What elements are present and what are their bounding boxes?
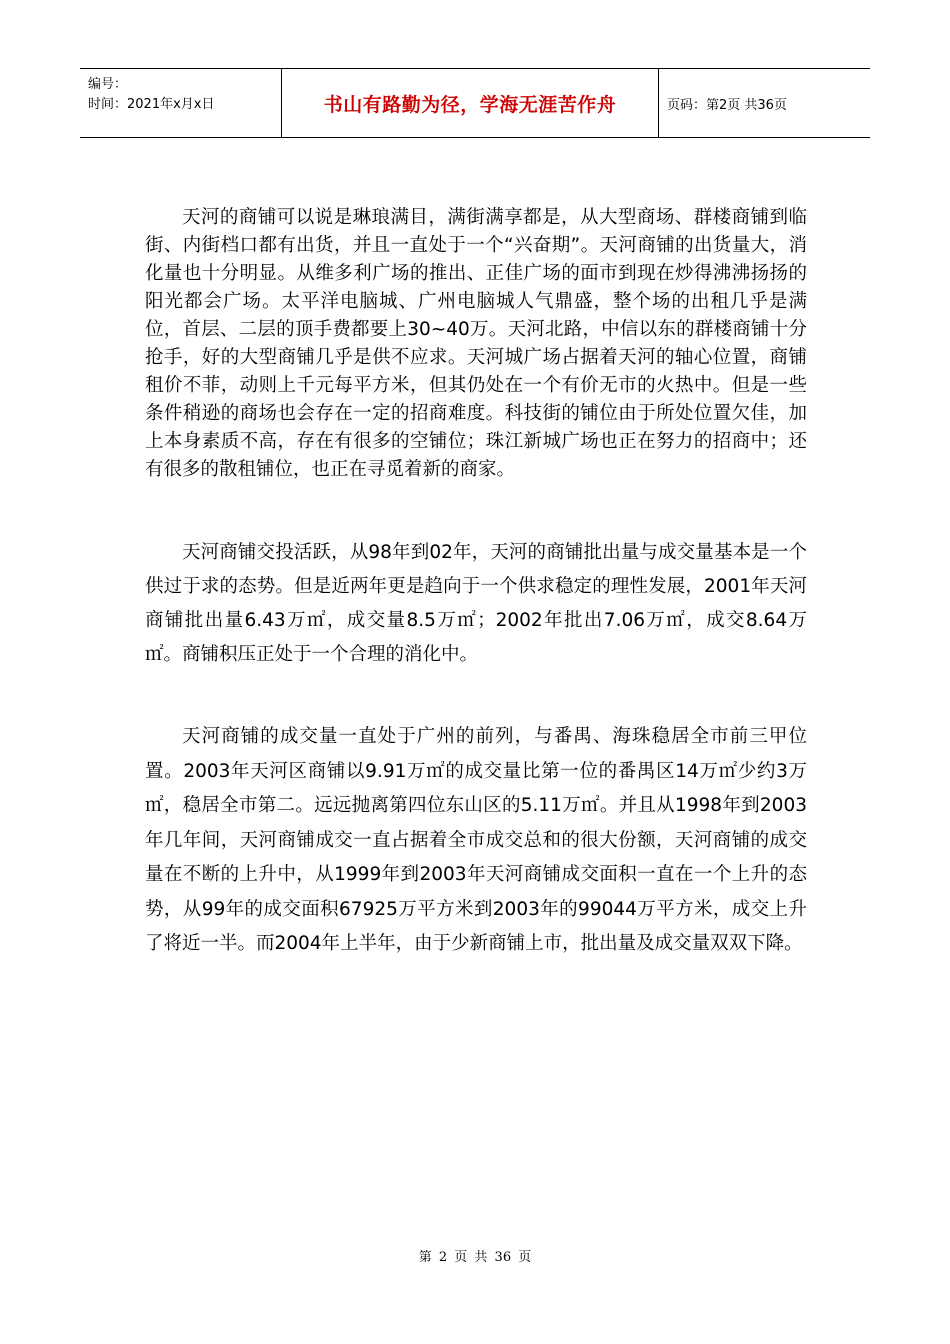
- paragraph: 天河商铺交投活跃，从98年到02年，天河的商铺批出量与成交量基本是一个供过于求的态势。但是近两年更是趋向于一个供求稳定的理性发展，2001年天河商铺批出量6.43万㎡，成交量8.5万㎡；2002年批出7.06万㎡，成交8.64万㎡。商铺积压正处于一个合理的消化中。: [145, 542, 807, 665]
- document-body: [145, 200, 807, 962]
- paragraph: 天河商铺的成交量一直处于广州的前列，与番禺、海珠稳居全市前三甲位置。2003年天河区商铺以9.91万㎡的成交量比第一位的番禺区14万㎡少约3万㎡，稳居全市第二。远远抛离第四位东山区的5.11万㎡。并且从1998年到2003年几年间，天河商铺成交一直占据着全市成交总和的很大份额，天河商铺的成交量在不断的上升中，从1999年到2003年天河商铺成交面积一直在一个上升的态势，从99年的成交面积67925万平方米到2003年的99044万平方米，成交上升了将近一半。而2004年上半年，由于少新商铺上市，批出量及成交量双双下降。: [145, 726, 807, 954]
- document-time: 时间：2021年x月x日: [88, 97, 215, 112]
- header-page-info: 页码：第2页 共36页: [667, 97, 787, 113]
- document-number: 编号：: [88, 77, 128, 92]
- page-footer: 第 2 页 共 36 页: [418, 1250, 532, 1265]
- page-header: [80, 68, 870, 138]
- paragraph: 天河的商铺可以说是琳琅满目，满街满享都是，从大型商场、群楼商铺到临街、内街档口都有出货，并且一直处于一个“兴奋期”。天河商铺的出货量大，消化量也十分明显。从维多利广场的推出、正佳广场的面市到现在炒得沸沸扬扬的阳光都会广场。太平洋电脑城、广州电脑城人气鼎盛，整个场的出租几乎是满位，首层、二层的顶手费都要上30~40万。天河北路，中信以东的群楼商铺十分抢手，好的大型商铺几乎是供不应求。天河城广场占据着天河的轴心位置，商铺租价不菲，动则上千元每平方米，但其仍处在一个有价无市的火热中。但是一些条件稍逊的商场也会存在一定的招商难度。科技街的铺位由于所处位置欠佳，加上本身素质不高，存在有很多的空铺位；珠江新城广场也正在努力的招商中；还有很多的散租铺位，也正在寻觅着新的商家。: [145, 207, 807, 480]
- header-motto: 书山有路勤为径，学海无涯苦作舟: [282, 69, 659, 137]
- header-meta: [80, 69, 282, 137]
